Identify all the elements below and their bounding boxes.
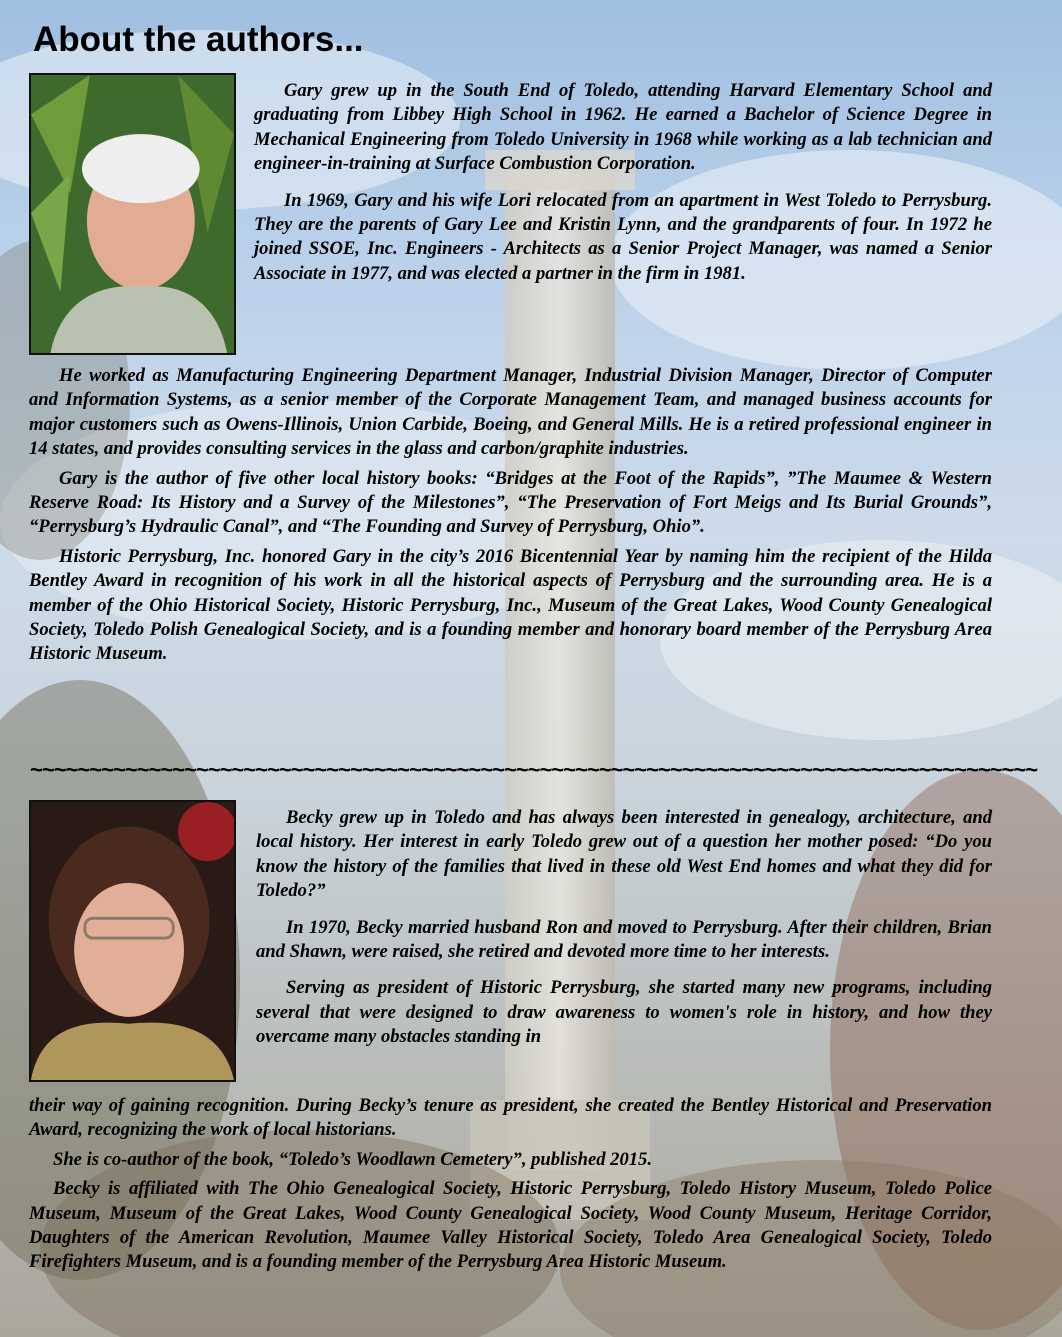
becky-paragraph-4: their way of gaining recognition. During Becky’s tenure as president, she created the Bentley Historical and Preservation Award, recognizing the work of local historians. <box>29 1095 992 1141</box>
page-title: About the authors... <box>33 20 364 59</box>
gary-author-photo <box>29 73 236 355</box>
gary-paragraph-1: Gary grew up in the South End of Toledo, attending Harvard Elementary School and graduating from Libbey High School in 1962. He earned a Bachelor of Science Degree in Mechanical Engineering from Toledo University in 1968 while working as a lab technician and engineer-in-training at Surface Combustion Corporation. <box>254 80 992 175</box>
becky-paragraph-2: In 1970, Becky married husband Ron and moved to Perrysburg. After their children, Brian and Shawn, were raised, she retired and devoted more time to her interests. <box>256 916 992 963</box>
gary-full-text <box>29 364 992 672</box>
gary-side-text <box>254 79 992 298</box>
becky-full-text <box>29 1094 992 1280</box>
becky-paragraph-1: Becky grew up in Toledo and has always been interested in genealogy, architecture, and local history. Her interest in early Toledo grew out of a question her mother posed: “Do you know the history of the families that lived in these old West End homes and what they did for Toledo?” <box>256 807 992 902</box>
becky-author-photo <box>29 800 236 1082</box>
becky-side-text <box>256 806 992 1050</box>
gary-paragraph-3: He worked as Manufacturing Engineering Department Manager, Industrial Division Manager, Director of Computer and Information Systems, as a senior member of the Corporate Management Team, and managed business accounts for major customers such as Owens-Illinois, Union Carbide, Boeing, and General Mills. He is a retired professional engineer in 14 states, and provides consulting services in the glass and carbon/graphite industries. <box>29 365 992 460</box>
becky-paragraph-3: Serving as president of Historic Perrysburg, she started many new programs, including several that were designed to draw awareness to women's role in history, and how they overcame many obstacles standing in <box>256 977 992 1048</box>
becky-paragraph-5: She is co-author of the book, “Toledo’s Woodlawn Cemetery”, published 2015. <box>53 1148 652 1170</box>
tilde-separator: ~~~~~~~~~~~~~~~~~~~~~~~~~~~~~~~~~~~~~~~~~~~~~~~~~~~~~~~~~~~~~~~~~~~~~~~~~~~~~~~~~~~~~ <box>30 757 1038 782</box>
becky-paragraph-6: Becky is affiliated with The Ohio Genealogical Society, Historic Perrysburg, Toledo History Museum, Toledo Police Museum, Museum of the Great Lakes, Wood County Genealogical Society, Wood County Museum, Heritage Corridor, Daughters of the American Revolution, Maumee Valley Historical Society, Toledo Area Genealogical Society, Toledo Firefighters Museum, and is a founding member of the Perrysburg Area Historic Museum. <box>29 1178 992 1273</box>
gary-paragraph-2: In 1969, Gary and his wife Lori relocated from an apartment in West Toledo to Perrysburg. They are the parents of Gary Lee and Kristin Lynn, and the grandparents of four. In 1972 he joined SSOE, Inc. Engineers - Architects as a Senior Project Manager, was named a Senior Associate in 1977, and was elected a partner in the firm in 1981. <box>254 189 992 284</box>
gary-paragraph-4: Gary is the author of five other local history books: “Bridges at the Foot of the Rapids”, ”The Maumee & Western Reserve Road: Its History and a Survey of the Milestones”, “The Preservation of Fort Meigs and Its Burial Grounds”, “Perrysburg’s Hydraulic Canal”, and “The Founding and Survey of Perrysburg, Ohio”. <box>29 467 992 538</box>
gary-paragraph-5: Historic Perrysburg, Inc. honored Gary in the city’s 2016 Bicentennial Year by naming him the recipient of the Hilda Bentley Award in recognition of his work in all the historical aspects of Perrysburg and the surrounding area. He is a member of the Ohio Historical Society, Historic Perrysburg, Inc., Museum of the Great Lakes, Wood County Genealogical Society, Toledo Polish Genealogical Society, and is a founding member and honorary board member of the Perrysburg Area Historic Museum. <box>29 545 992 665</box>
